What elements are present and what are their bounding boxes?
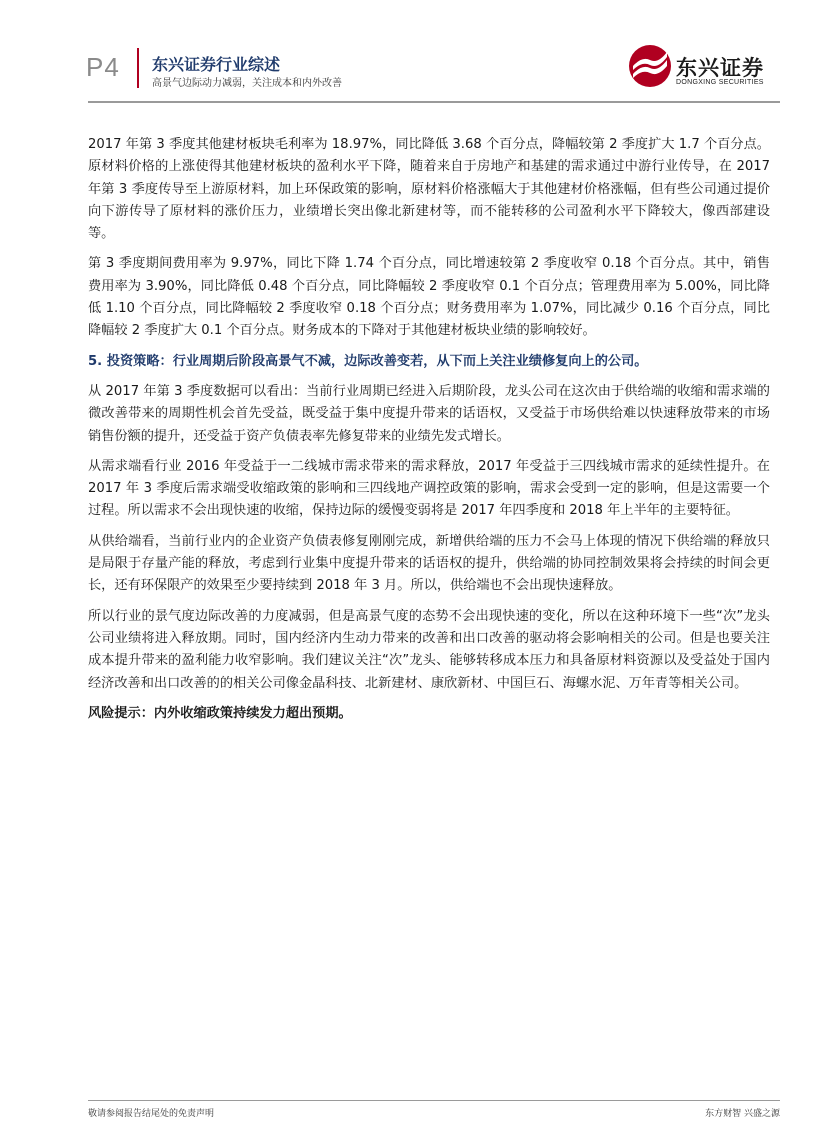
paragraph-supply-side: 从供给端看，当前行业内的企业资产负债表修复刚刚完成，新增供给端的压力不会马上体现的情况下供给端的释放只是局限于存量产能的释放，考虑到行业集中度提升带来的话语权的提升，供给端的协同控制效果将会持续的时间会更长，还有环保限产的效果至少要持续到 2018 年 3 月。所以，供给端也不会出现快速释放。 bbox=[88, 533, 770, 594]
report-body bbox=[88, 134, 770, 725]
header-rule bbox=[88, 101, 780, 103]
paragraph-demand-side: 从需求端看行业 2016 年受益于一二线城市需求带来的需求释放，2017 年受益于三四线城市需求的延续性提升。在 2017 年 3 季度后需求端受收缩政策的影响和三四线地产调控政策的影响，需求会受到一定的影响，但是这需要一个过程。所以需求不会出现快速的收缩，保持边际的缓慢变弱将是 2017 年四季度和 2018 年上半年的主要特征。 bbox=[88, 458, 770, 519]
logo-emblem-icon bbox=[628, 44, 672, 88]
report-subtitle: 高景气边际动力减弱，关注成本和内外改善 bbox=[152, 78, 342, 89]
section-heading-investment-strategy: 5. 投资策略：行业周期后阶段高景气不减，边际改善变若，从下而上关注业绩修复向上的公司。 bbox=[88, 353, 648, 369]
footer-rule bbox=[88, 1100, 780, 1101]
paragraph-gross-margin: 2017 年第 3 季度其他建材板块毛利率为 18.97%，同比降低 3.68 个百分点，降幅较第 2 季度扩大 1.7 个百分点。原材料价格的上涨使得其他建材板块的盈利水平下降，随着来自于房地产和基建的需求通过中游行业传导，在 2017 年第 3 季度传导至上游原材料，加上环保政策的影响，原材料价格涨幅大于其他建材价格涨幅，但有些公司通过提价向下游传导了原材料的涨价压力，业绩增长突出像北新建材等，而不能转移的公司盈利水平下降较大，像西部建设等。 bbox=[88, 137, 770, 242]
company-logo bbox=[628, 44, 778, 90]
logo-text-en: DONGXING SECURITIES bbox=[676, 79, 764, 86]
paragraph-cycle-analysis: 从 2017 年第 3 季度数据可以看出：当前行业周期已经进入后期阶段，龙头公司在这次由于供给端的收缩和需求端的微改善带来的周期性机会首先受益，既受益于集中度提升带来的话语权，又受益于市场供给难以快速释放带来的市场销售份额的提升，还受益于资产负债表率先修复带来的业绩先发式增长。 bbox=[88, 383, 770, 444]
header-divider bbox=[137, 48, 139, 88]
footer-slogan: 东方财智 兴盛之源 bbox=[705, 1109, 780, 1119]
footer-disclaimer-note: 敬请参阅报告结尾处的免责声明 bbox=[88, 1109, 215, 1119]
page-number: P4 bbox=[86, 52, 120, 82]
logo-text-cn: 东兴证券 bbox=[676, 56, 764, 80]
page-header bbox=[0, 0, 827, 110]
risk-warning: 风险提示：内外收缩政策持续发力超出预期。 bbox=[88, 705, 352, 721]
paragraph-recommendation: 所以行业的景气度边际改善的力度减弱，但是高景气度的态势不会出现快速的变化，所以在这种环境下一些“次”龙头公司业绩将进入释放期。同时，国内经济内生动力带来的改善和出口改善的驱动将会影响相关的公司。但是也要关注成本提升带来的盈利能力收窄影响。我们建议关注“次”龙头、能够转移成本压力和具备原材料资源以及受益处于国内经济改善和出口改善的的相关公司像金晶科技、北新建材、康欣新材、中国巨石、海螺水泥、万年青等相关公司。 bbox=[88, 608, 770, 691]
paragraph-expense-ratio: 第 3 季度期间费用率为 9.97%，同比下降 1.74 个百分点，同比增速较第 2 季度收窄 0.18 个百分点。其中，销售费用率为 3.90%，同比降低 0.48 个百分点，同比降幅较 2 季度收窄 0.1 个百分点；管理费用率为 5.00%，同比降低 1.10 个百分点，同比降幅较 2 季度收窄 0.18 个百分点；财务费用率为 1.07%，同比减少 0.16 个百分点，同比降幅较 2 季度扩大 0.1 个百分点。财务成本的下降对于其他建材板块业绩的影响较好。 bbox=[88, 256, 770, 339]
report-series-title: 东兴证券行业综述 bbox=[152, 55, 281, 74]
